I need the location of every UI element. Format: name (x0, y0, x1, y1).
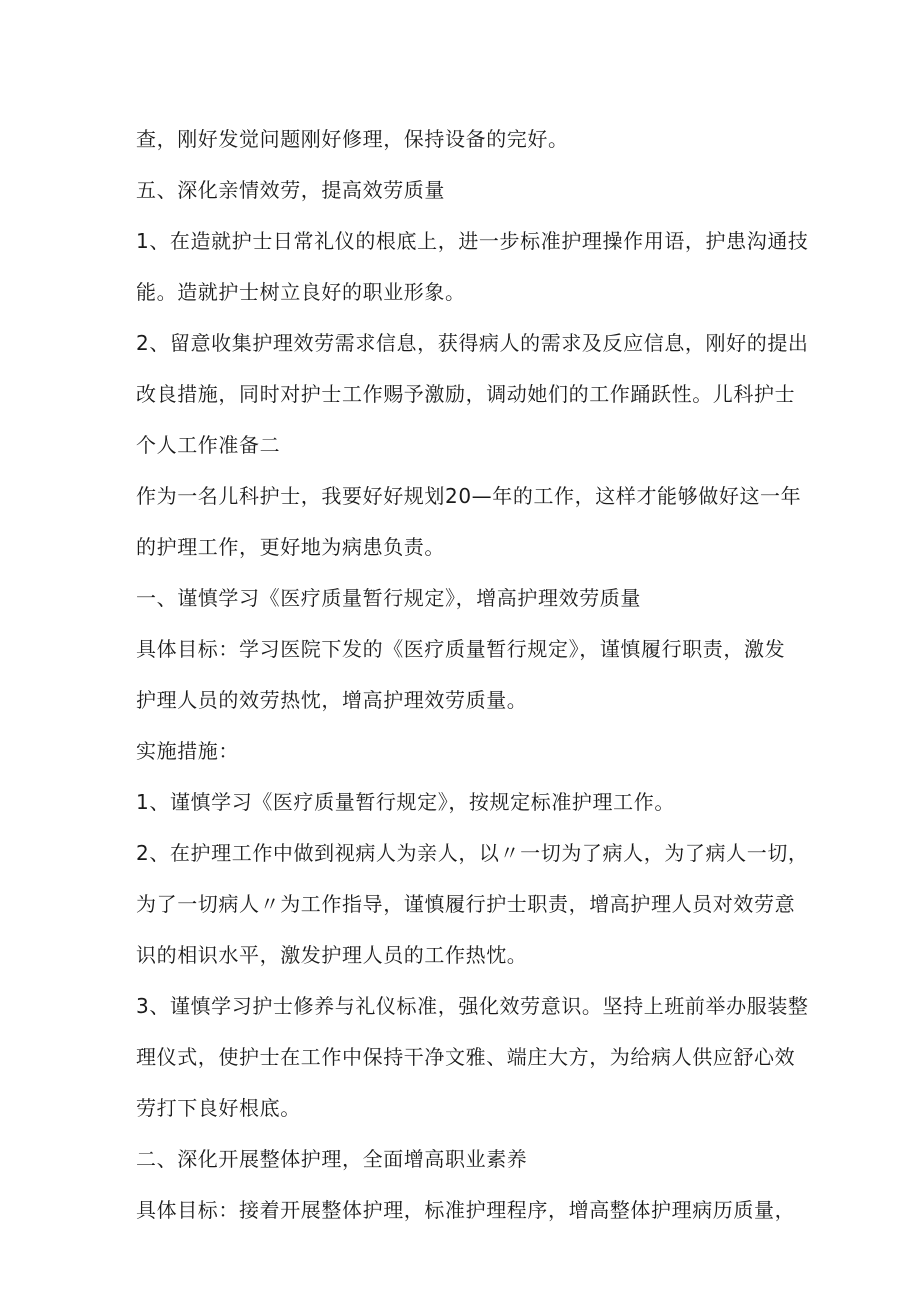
text-line-18: 3、谨慎学习护士修养与礼仪标准，强化效劳意识。坚持上班前举办服装整 (136, 994, 809, 1018)
section-heading-1: 一、谨慎学习《医疗质量暂行规定》，增高护理效劳质量 (136, 586, 641, 610)
section-heading-2: 二、深化开展整体护理，全面增高职业素养 (136, 1147, 528, 1171)
text-line-8: 作为一名儿科护士，我要好好规划20—年的工作，这样才能够做好这一年 (136, 484, 802, 508)
text-line-1: 查，刚好发觉问题刚好修理，保持设备的完好。 (136, 127, 569, 151)
text-line-3: 1、在造就护士日常礼仪的根底上，进一步标准护理操作用语，护患沟通技 (136, 229, 809, 253)
text-line-20: 劳打下良好根底。 (136, 1096, 301, 1120)
text-line-12: 护理人员的效劳热忱，增高护理效劳质量。 (136, 688, 528, 712)
document-body (136, 114, 809, 1236)
section-heading-5: 五、深化亲情效劳，提高效劳质量 (136, 178, 445, 202)
text-line-22: 具体目标：接着开展整体护理，标准护理程序，增高整体护理病历质量， (136, 1198, 796, 1222)
text-line-7: 个人工作准备二 (136, 433, 281, 457)
text-line-4: 能。造就护士树立良好的职业形象。 (136, 280, 466, 304)
text-line-17: 识的相识水平，激发护理人员的工作热忱。 (136, 943, 528, 967)
text-line-11: 具体目标：学习医院下发的《医疗质量暂行规定》，谨慎履行职责，激发 (136, 637, 786, 661)
text-line-19: 理仪式，使护士在工作中保持干净文雅、端庄大方，为给病人供应舒心效 (136, 1045, 796, 1069)
text-line-9: 的护理工作，更好地为病患负责。 (136, 535, 445, 559)
text-line-15: 2、在护理工作中做到视病人为亲人，以〃一切为了病人，为了病人一切， (136, 841, 809, 865)
text-line-5: 2、留意收集护理效劳需求信息，获得病人的需求及反应信息，刚好的提出 (136, 331, 809, 355)
text-line-14: 1、谨慎学习《医疗质量暂行规定》，按规定标准护理工作。 (136, 790, 675, 814)
text-line-13: 实施措施： (136, 739, 239, 763)
text-line-6: 改良措施，同时对护士工作赐予激励，调动她们的工作踊跃性。儿科护士 (136, 382, 796, 406)
text-line-16: 为了一切病人〃为工作指导，谨慎履行护士职责，增高护理人员对效劳意 (136, 892, 796, 916)
